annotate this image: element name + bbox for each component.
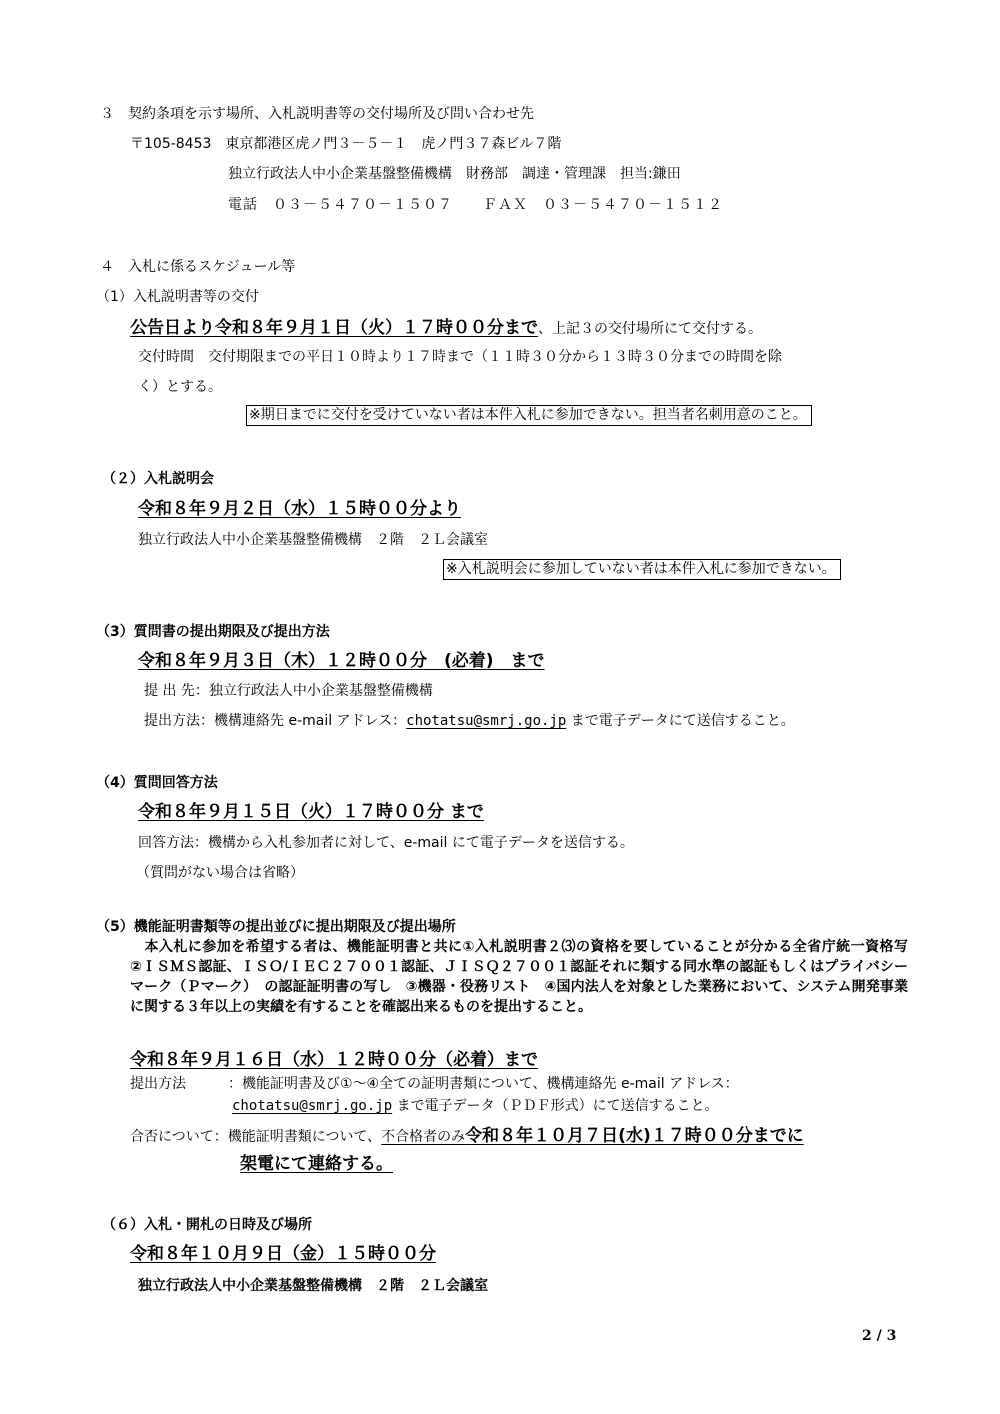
item5-body: 本入札に参加を希望する者は、機能証明書と共に①入札説明書２⑶の資格を要していることが分かる全省庁統一資格写 ②ＩＳＭＳ認証、ＩＳＯ/ＩＥＣ２７００１認証、ＪＩＳＱ２７００１認証それに類する同水準の認証もしくはプライバシーマーク（Ｐマーク） の認証証明書の写し ③機器・役務リスト ④国内法人を対象とした業務において、システム開発事業に関する３年以上の実績を有することを確認出来るものを提出すること。 [130,939,922,1015]
item3-method [144,711,795,731]
item5-result-date: 令和８年１０月７日(水)１７時００分までに [465,1126,804,1146]
item1-deadline-rest: 、上記３の交付場所にて交付する。 [538,321,762,337]
address: 〒105-8453 東京都港区虎ノ門３－５－１ 虎ノ門３７森ビル７階 [130,136,562,152]
organization-contact: 独立行政法人中小企業基盤整備機構 財務部 調達・管理課 担当:鎌田 [228,166,681,182]
section4-heading: ４ 入札に係るスケジュール等 [100,259,296,275]
item3-date: 令和８年９月３日（木）１２時００分 (必着) まで [138,651,545,671]
item6-place: 独立行政法人中小企業基盤整備機構 ２階 ２Ｌ会議室 [138,1278,488,1294]
item6-heading: （６）入札・開札の日時及び場所 [102,1217,312,1233]
item1-time-line1: 交付時間 交付期限までの平日１０時より１７時まで（１１時３０分から１３時３０分までの時間を除 [138,349,782,365]
item5-method-line1: ：機能証明書及び①～④全ての証明書類について、機構連絡先 e-mail アドレス： [228,1076,739,1092]
item4-note: （質問がない場合は省略） [136,865,304,881]
item2-date: 令和８年９月２日（水）１５時００分より [138,499,461,519]
item4-method: 回答方法：機構から入札参加者に対して、e-mail にて電子データを送信する。 [138,835,634,851]
item1-heading: （1）入札説明書等の交付 [96,289,259,305]
item2-place: 独立行政法人中小企業基盤整備機構 ２階 ２Ｌ会議室 [138,532,488,548]
item5-method-tail: まで電子データ（ＰＤＦ形式）にて送信すること。 [392,1098,719,1114]
email-link[interactable]: chotatsu@smrj.go.jp [406,713,567,729]
item2-heading: （２）入札説明会 [102,471,214,487]
page-number: 2 / 3 [862,1328,897,1344]
item3-destination: 提 出 先：独立行政法人中小企業基盤整備機構 [144,683,433,699]
item2-note-box: ※入札説明会に参加していない者は本件入札に参加できない。 [443,559,841,580]
phone-fax: 電話 ０３－５４７０－１５０７ ＦＡＸ ０３－５４７０－１５１２ [228,197,723,213]
item4-heading: （4）質問回答方法 [96,775,218,791]
item3-method-label: 提出方法：機構連絡先 e-mail アドレス： [144,713,407,729]
item6-date: 令和８年１０月９日（金）１５時００分 [130,1244,436,1264]
section3-heading: ３ 契約条項を示す場所、入札説明書等の交付場所及び問い合わせ先 [100,106,534,122]
item1-time-line2: く）とする。 [138,379,222,395]
item5-method-label: 提出方法 [130,1076,186,1092]
item5-result-label: 合否について：機能証明書類について、 [130,1129,382,1145]
item4-date: 令和８年９月１５日（火）１７時００分 まで [138,802,484,822]
item3-method-tail: まで電子データにて送信すること。 [566,713,795,729]
item1-note [246,405,812,425]
item5-date: 令和８年９月１６日（水）１２時００分（必着）まで [130,1050,538,1070]
item1-deadline [130,316,762,340]
item5-heading: （5）機能証明書類等の提出並びに提出期限及び提出場所 [96,919,456,935]
item5-result-line2: 架電にて連絡する。 [240,1154,393,1174]
item1-note-box: ※期日までに交付を受けていない者は本件入札に参加できない。担当者名刺用意のこと。 [246,405,812,426]
item5-method-line2 [232,1096,719,1116]
item1-deadline-date: 公告日より令和８年９月１日（火）１７時００分まで [130,318,538,338]
email-link-2[interactable]: chotatsu@smrj.go.jp [232,1098,393,1114]
item3-heading: （3）質問書の提出期限及び提出方法 [96,624,330,640]
item5-result-failed-only: 不合格者のみ [381,1129,466,1145]
item5-result [130,1124,804,1148]
item2-note [443,559,841,579]
